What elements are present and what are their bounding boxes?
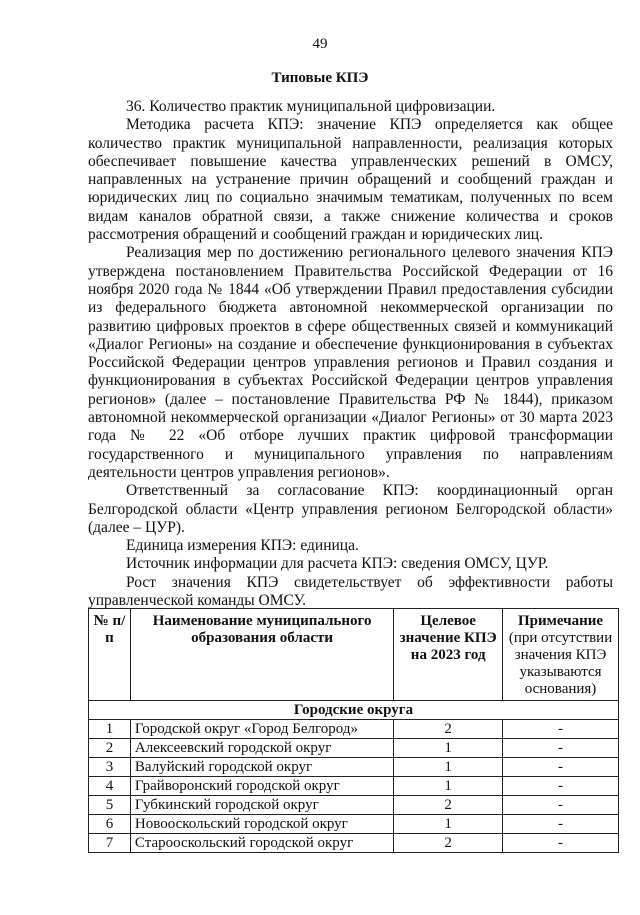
header-note-detail: (при отсутствии значения КПЭ указываются основания) [508,630,613,697]
row-municipality: Валуйский городской округ [130,758,393,777]
row-note: - [503,834,619,853]
row-municipality: Губкинский городской округ [130,796,393,815]
paragraph-implementation: Реализация мер по достижению регионального целевого значения КПЭ утверждена постановлением Правительства Российской Федерации от 16 ноября 2020 года № 1844 «Об утверждении Правил предоставления субсидии из федерального бюджета автономной некоммерческой организации по развитию цифровых проектов в сфере общественных связей и коммуникаций «Диалог Регионы» на создание и обеспечение функционирования в субъектах Российской Федерации центров управления регионов и Правил создания и функционирования в субъектах Российской Федерации центров управления регионов» (далее – постановление Правительства РФ № 1844), приказом автономной некоммерческой организации «Диалог Регионы» от 30 марта 2023 года № 22 «Об отборе лучших практик цифровой трансформации государственного и муниципального управления по направлениям деятельности центров управления регионов». [88,244,613,481]
header-target: Целевое значение КПЭ на 2023 год [394,609,503,701]
row-number: 7 [89,834,131,853]
row-municipality: Алексеевский городской округ [130,739,393,758]
row-target-value: 2 [394,834,503,853]
table-row [89,720,619,739]
page-number: 49 [312,36,328,52]
table-header-row [89,609,619,701]
section-label: Городские округа [89,701,619,720]
row-note: - [503,720,619,739]
row-target-value: 1 [394,815,503,834]
paragraph-growth: Рост значения КПЭ свидетельствует об эффективности работы управленческой команды ОМСУ. [88,573,613,610]
row-number: 1 [89,720,131,739]
row-target-value: 1 [394,739,503,758]
paragraph-source: Источник информации для расчета КПЭ: сведения ОМСУ, ЦУР. [126,555,549,573]
table-row [89,796,619,815]
paragraph-responsible: Ответственный за согласование КПЭ: координационный орган Белгородской области «Центр управления регионом Белгородской области» (далее – ЦУР). [88,482,613,536]
table-row [89,758,619,777]
table-section-row [89,701,619,720]
paragraph-kpe-title: 36. Количество практик муниципальной цифровизации. [126,98,496,115]
row-municipality: Городской округ «Город Белгород» [130,720,393,739]
row-number: 2 [89,739,131,758]
kpe-table [88,608,619,853]
paragraph-method: Методика расчета КПЭ: значение КПЭ определяется как общее количество практик муниципальной направленности, реализация которых обеспечивает повышение качества управленческих решений в ОМСУ, направленных на устранение причин обращений и сообщений граждан и юридических лиц по социально значимым тематикам, полученных по всем видам каналов обратной связи, а также снижение количества и сроков рассмотрения обращений и сообщений граждан и юридических лиц. [88,116,613,244]
table-row [89,815,619,834]
row-note: - [503,777,619,796]
paragraph-unit: Единица измерения КПЭ: единица. [126,537,359,555]
table-row [89,777,619,796]
row-target-value: 1 [394,777,503,796]
row-municipality: Грайворонский городской округ [130,777,393,796]
table-row [89,739,619,758]
row-target-value: 1 [394,758,503,777]
row-number: 4 [89,777,131,796]
row-target-value: 2 [394,796,503,815]
row-note: - [503,739,619,758]
row-municipality: Новооскольский городской округ [130,815,393,834]
row-note: - [503,815,619,834]
row-municipality: Старооскольский городской округ [130,834,393,853]
header-name: Наименование муниципального образования области [130,609,393,701]
document-body [88,98,613,610]
header-num: № п/п [89,609,131,701]
row-note: - [503,796,619,815]
header-note [503,609,619,701]
row-target-value: 2 [394,720,503,739]
table-row [89,834,619,853]
section-heading: Типовые КПЭ [271,70,369,86]
header-note-title: Примечание [518,613,604,629]
row-number: 3 [89,758,131,777]
row-number: 6 [89,815,131,834]
row-number: 5 [89,796,131,815]
row-note: - [503,758,619,777]
